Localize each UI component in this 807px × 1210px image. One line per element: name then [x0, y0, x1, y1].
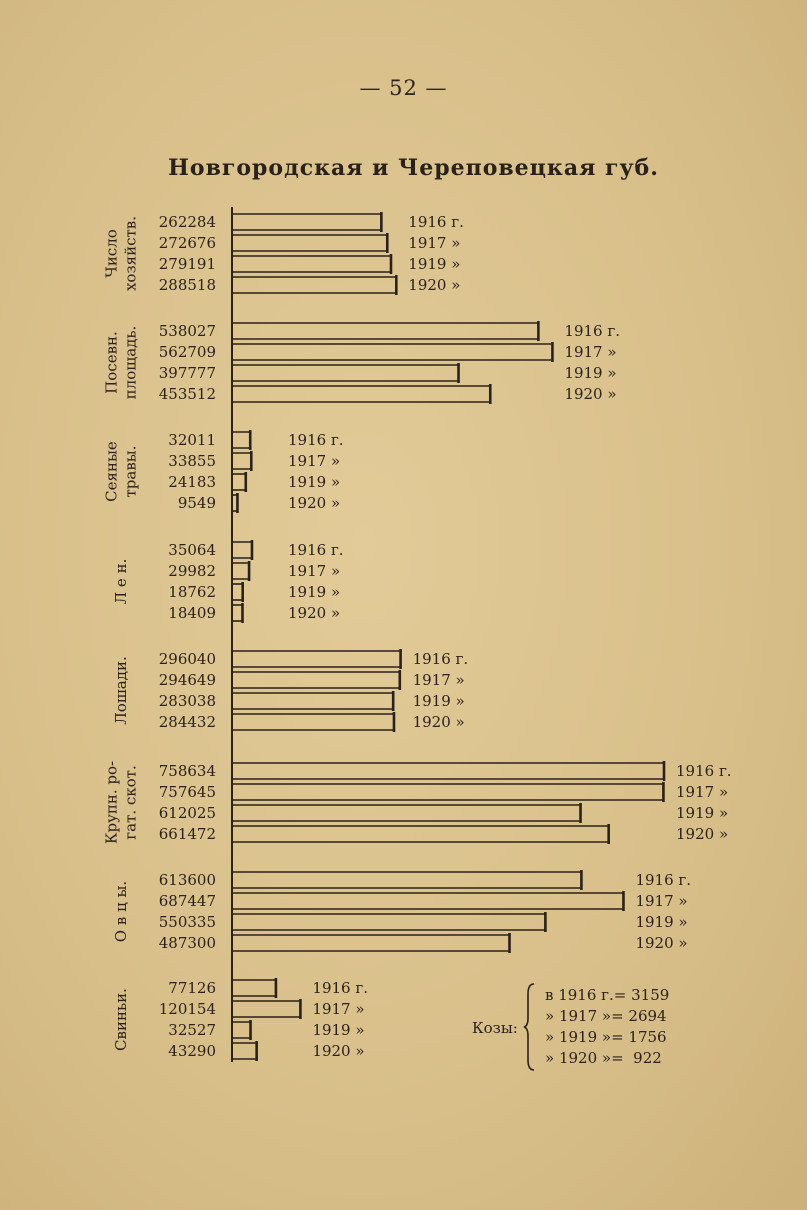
group-label: Лошади. — [112, 656, 130, 725]
page-number: — 52 — — [359, 76, 448, 100]
bar-value-label: 296040 — [158, 650, 216, 668]
year-label: 1916 г. — [288, 431, 344, 449]
year-label: 1919 » — [676, 804, 729, 822]
group-label: Л е н. — [112, 558, 130, 605]
bar-value-label: 24183 — [168, 473, 216, 491]
goats-line-1919: » 1919 »= 1756 — [545, 1028, 667, 1046]
goats-line-1920: » 1920 »= 922 — [545, 1049, 662, 1067]
bar-value-label: 687447 — [158, 892, 216, 910]
bar-value-label: 32527 — [168, 1021, 216, 1039]
bar-value-label: 613600 — [158, 871, 216, 889]
year-label: 1919 » — [564, 364, 617, 382]
year-label: 1919 » — [288, 473, 341, 491]
bar-value-label: 758634 — [158, 762, 216, 780]
year-label: 1920 » — [412, 713, 465, 731]
bar-value-label: 272676 — [158, 234, 216, 252]
bar-value-label: 32011 — [168, 431, 216, 449]
bar-value-label: 397777 — [158, 364, 216, 382]
bar-value-label: 18409 — [168, 604, 216, 622]
goats-label: Козы: — [472, 1019, 518, 1037]
bar-value-label: 612025 — [158, 804, 216, 822]
bar-value-label: 294649 — [158, 671, 216, 689]
group-label: хозяйств. — [121, 215, 140, 292]
bar-value-label: 279191 — [158, 255, 216, 273]
page-title: Новгородская и Череповецкая губ. — [168, 155, 659, 181]
year-label: 1917 » — [312, 1000, 365, 1018]
group-label: Число — [102, 229, 121, 278]
year-label: 1917 » — [288, 562, 341, 580]
bar-value-label: 33855 — [168, 452, 216, 470]
bar-value-label: 9549 — [177, 494, 216, 512]
year-label: 1916 г. — [312, 979, 368, 997]
year-label: 1917 » — [288, 452, 341, 470]
group-label: площадь. — [121, 325, 140, 400]
bar-value-label: 35064 — [168, 541, 216, 559]
year-label: 1920 » — [408, 276, 461, 294]
year-label: 1916 г. — [408, 213, 464, 231]
year-label: 1920 » — [676, 825, 729, 843]
year-label: 1917 » — [564, 343, 617, 361]
year-label: 1920 » — [288, 494, 341, 512]
year-label: 1916 г. — [676, 762, 732, 780]
goats-line-1917: » 1917 »= 2694 — [545, 1007, 667, 1025]
year-label: 1919 » — [635, 913, 688, 931]
year-label: 1920 » — [288, 604, 341, 622]
year-label: 1916 г. — [288, 541, 344, 559]
goats-line-1916: в 1916 г.= 3159 — [545, 986, 670, 1004]
bar-value-label: 283038 — [158, 692, 216, 710]
year-label: 1919 » — [408, 255, 461, 273]
brace-icon — [523, 982, 537, 1072]
year-label: 1916 г. — [412, 650, 469, 668]
bar-value-label: 661472 — [158, 825, 216, 843]
year-label: 1920 » — [564, 385, 617, 403]
bar-value-label: 29982 — [168, 562, 216, 580]
year-label: 1919 » — [412, 692, 465, 710]
year-label: 1917 » — [676, 783, 729, 801]
group-label: Свиньи. — [112, 988, 130, 1051]
bar-value-label: 562709 — [158, 343, 216, 361]
bar-value-label: 77126 — [168, 979, 216, 997]
year-label: 1916 г. — [564, 322, 621, 340]
year-label: 1919 » — [288, 583, 341, 601]
year-label: 1920 » — [312, 1042, 365, 1060]
bar-value-label: 120154 — [158, 1000, 216, 1018]
bar-value-label: 453512 — [158, 385, 216, 403]
year-label: 1917 » — [412, 671, 465, 689]
group-label: травы. — [121, 445, 140, 498]
bar-value-label: 18762 — [168, 583, 216, 601]
group-label: Сеяные — [102, 441, 121, 502]
group-label: гат. скот. — [121, 765, 140, 840]
bar-value-label: 288518 — [158, 276, 216, 294]
bar-value-label: 757645 — [158, 783, 216, 801]
bar-value-label: 262284 — [158, 213, 216, 231]
group-label: Посевн. — [102, 331, 121, 394]
year-label: 1917 » — [408, 234, 461, 252]
year-label: 1917 » — [635, 892, 688, 910]
group-label: О в ц ы. — [112, 880, 130, 943]
bar-value-label: 538027 — [158, 322, 216, 340]
year-label: 1920 » — [635, 934, 688, 952]
group-label: Крупн. ро- — [102, 760, 121, 845]
bar-value-label: 284432 — [158, 713, 216, 731]
bar-value-label: 487300 — [158, 934, 216, 952]
bar-value-label: 43290 — [168, 1042, 216, 1060]
year-label: 1919 » — [312, 1021, 365, 1039]
bar-value-label: 550335 — [158, 913, 216, 931]
year-label: 1916 г. — [635, 871, 692, 889]
